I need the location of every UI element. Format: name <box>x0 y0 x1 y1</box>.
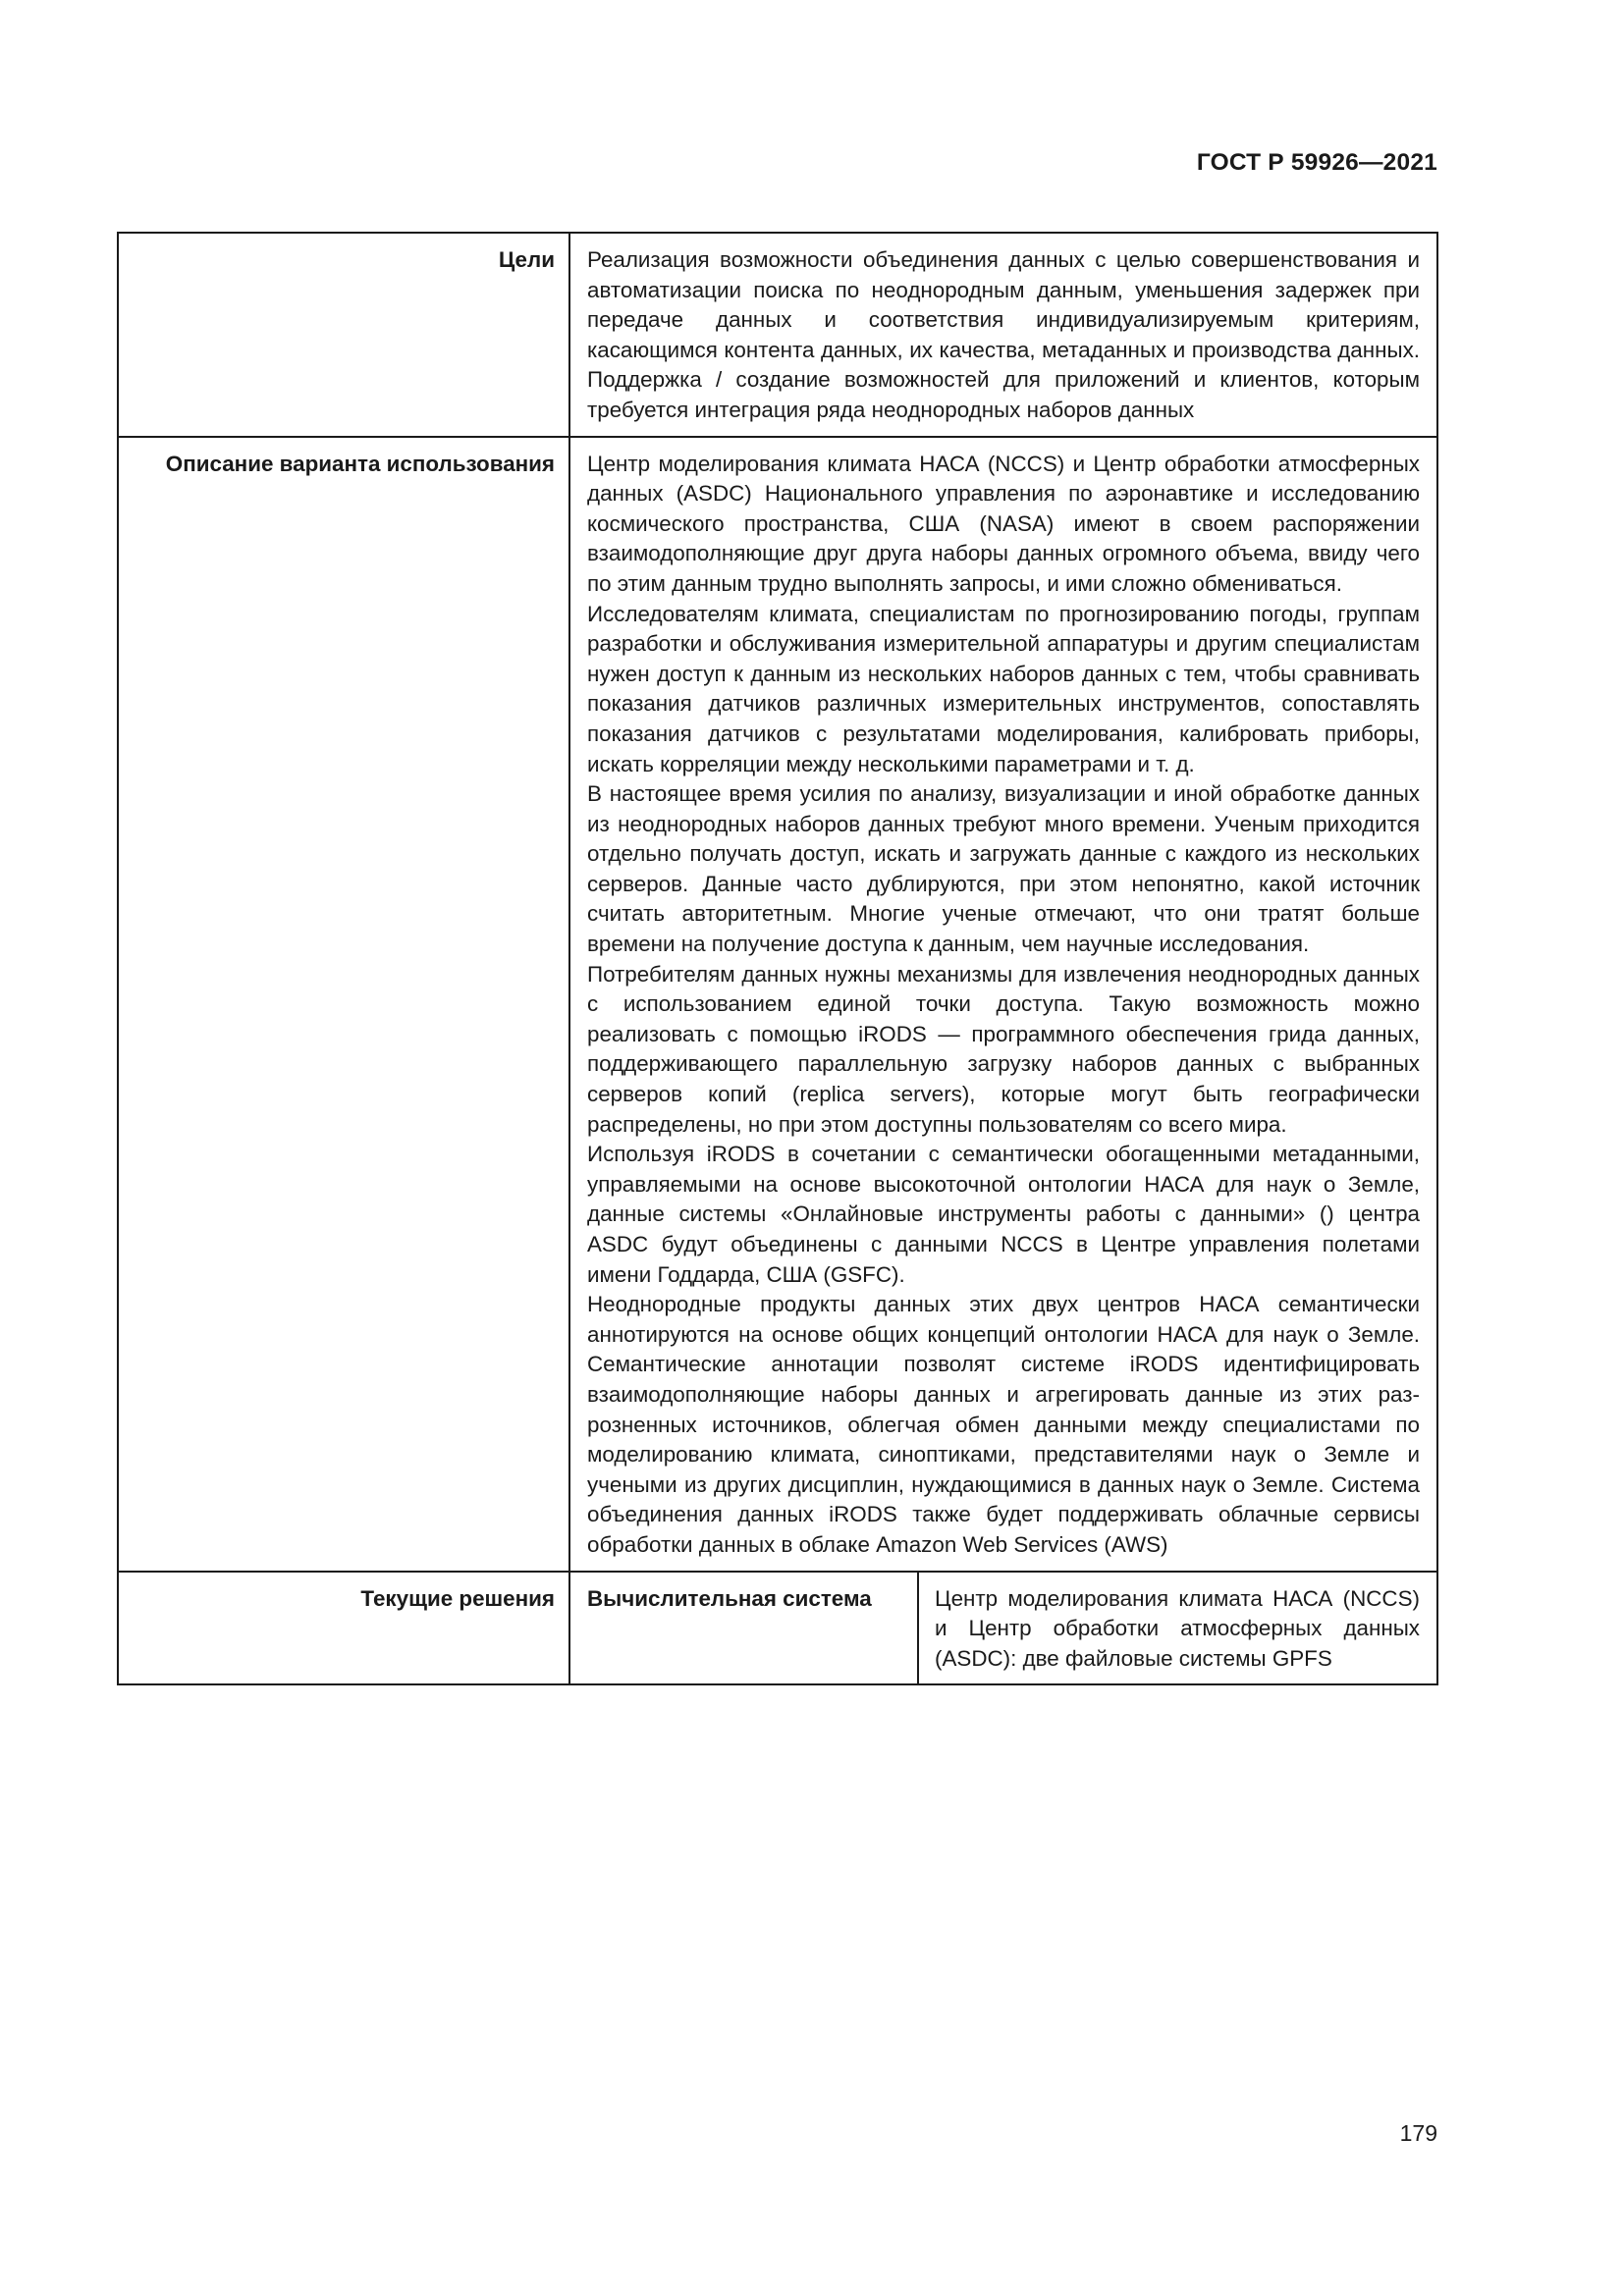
computing-system-label: Вычислительная система <box>570 1573 918 1684</box>
table-row-current-solutions <box>118 1572 1437 1685</box>
use-case-table <box>117 232 1438 1685</box>
row-label-current-solutions: Текущие решения <box>118 1572 569 1685</box>
table-row-goals <box>118 233 1437 437</box>
description-paragraph: Центр моделирования климата НАСА (NCCS) и Центр обработки атмосферных данных (ASDC) Национального управления по аэронавтике и исследованию космического пространства, США (NASA) имеют в своем распоряжении взаимодополняющие друг друга наборы данных огромного объема, ввиду чего по этим данным трудно выполнять запросы, и ими сложно обмениваться. <box>587 451 1420 596</box>
computing-system-value: Центр моделирования климата НАСА (NCCS) и Центр обработки атмосферных данных (ASDC): две файловые системы GPFS <box>935 1585 1420 1671</box>
description-paragraph: Используя iRODS в сочетании с семантически обогащенными метаданными, управляемыми на основе высокоточной онтологии НАСА для наук о Земле, данные системы «Онлайновые инструменты работы с данными» () центра ASDC будут объединены с данными NCCS в Центре управления полетами имени Годдарда, США (GSFC). <box>587 1142 1420 1287</box>
goals-paragraph: Реализация возможности объединения данных с целью совершенствования и автоматизации поиска по неоднородным данным, уменьшения задержек при передаче данных и соответствия индивидуализируемым критериям, касающимся контента данных, их качества, метаданных и производства данных. Поддержка / создание возможностей для приложений и клиентов, которым требуется интеграция ряда неоднородных наборов данных <box>587 247 1420 422</box>
document-header: ГОСТ Р 59926—2021 <box>1196 149 1437 176</box>
description-paragraph: Неоднородные продукты данных этих двух центров НАСА семантически аннотируются на основе общих концепций онтологии НАСА для наук о Земле. Семантические аннотации позволят системе iRODS идентифицировать взаимодополняющие наборы данных и агрегировать данные из этих разрозненных источников, облегчая обмен данными между специалистами по моделированию климата, синоптиками, представителями наук о Земле и учеными из других дисциплин, нуждающимися в данных наук о Земле. Система объединения данных iRODS также будет поддерживать облачные сервисы обработки данных в облаке Amazon Web Services (AWS) <box>587 1292 1420 1557</box>
row-content-current-solutions <box>569 1572 1437 1685</box>
row-content-description <box>569 437 1437 1572</box>
row-label-goals: Цели <box>118 233 569 437</box>
row-content-goals <box>569 233 1437 437</box>
subtable-row <box>570 1573 1436 1684</box>
current-solutions-subtable <box>570 1573 1436 1684</box>
row-label-description: Описание варианта использования <box>118 437 569 1572</box>
description-paragraph: Исследователям климата, специалистам по прогнозированию погоды, группам разработки и обслуживания измерительной аппаратуры и другим специалистам нужен доступ к данным из нескольких наборов данных с тем, чтобы сравнивать показания датчиков различных измерительных инструментов, сопоставлять показания датчиков с результатами моделирования, калибровать приборы, искать корреляции между несколькими параметрами и т. д. <box>587 601 1420 776</box>
description-paragraph: Потребителям данных нужны механизмы для извлечения неоднородных данных с использованием единой точки доступа. Такую возможность можно реализовать с помощью iRODS — программного обеспечения грида данных, поддерживающего параллельную загрузку наборов данных с выбранных серверов копий (replica servers), которые могут быть географически распределены, но при этом доступны пользователям со всего мира. <box>587 961 1420 1137</box>
description-paragraph: В настоящее время усилия по анализу, визуализации и иной обработке данных из неоднородных наборов данных требуют много времени. Ученым приходится отдельно получать доступ, искать и загружать данные с каждого из нескольких серверов. Данные часто дублируются, при этом непонятно, какой источник считать авторитетным. Многие ученые отмечают, что они тратят больше времени на получение доступа к данным, чем научные исследования. <box>587 781 1420 957</box>
table-row-description <box>118 437 1437 1572</box>
page-number: 179 <box>1399 2120 1437 2146</box>
